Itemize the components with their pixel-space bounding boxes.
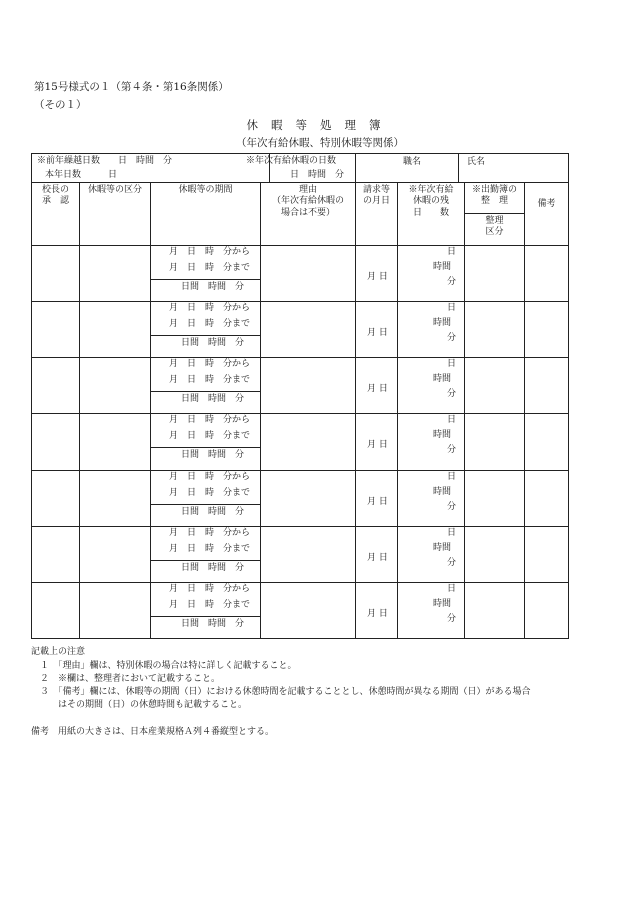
request-date: 月 日 [367,328,388,338]
period-duration: 日間 時間 分 [181,563,245,573]
remaining-minutes: 分 [447,445,457,455]
col-divider-4 [355,182,356,638]
request-date: 月 日 [367,609,388,619]
period-duration: 日間 時間 分 [181,394,245,404]
request-date: 月 日 [367,553,388,563]
remaining-hours: 時間 [433,487,452,497]
period-to: 月 日 時 分まで [169,600,251,610]
note-item-3: ３ 「備考」欄には、休暇等の期間（日）における休憩時間を記載することとし、休憩時間が異なる期間（日）がある場合 [40,687,531,697]
period-to: 月 日 時 分まで [169,319,251,329]
attendance-record-header: ※出勤簿の 整 理 [471,185,517,207]
row-divider [32,301,568,302]
remaining-minutes: 分 [447,389,457,399]
remaining-days: 日 [447,472,457,482]
period-duration: 日間 時間 分 [181,619,245,629]
remaining-days: 日 [447,528,457,538]
remarks-header: 備考 [537,199,556,209]
leave-type-header: 休暇等の区分 [87,185,142,195]
remaining-minutes: 分 [447,333,457,343]
period-from: 月 日 時 分から [169,247,251,257]
period-from: 月 日 時 分から [169,303,251,313]
principal-approval-header: 校長の 承 認 [41,185,69,207]
arrangement-header: 整理 区分 [485,216,504,238]
row-divider [32,526,568,527]
summary-divider [32,182,568,183]
remaining-hours: 時間 [433,262,452,272]
reason-header: 理由 （年次有給休暇の 場合は不要） [271,185,344,218]
remaining-days: 日 [447,415,457,425]
period-duration: 日間 時間 分 [181,450,245,460]
row-divider [32,470,568,471]
attendance-sub-divider [464,213,524,214]
remaining-days: 日 [447,359,457,369]
col-divider-6 [464,182,465,638]
period-to: 月 日 時 分まで [169,431,251,441]
request-date-header: 請求等 の月日 [362,185,390,207]
note-item-3-continued: はその期間（日）の休憩時間も記載すること。 [40,700,248,710]
period-from: 月 日 時 分から [169,584,251,594]
remaining-hours: 時間 [433,318,452,328]
remaining-minutes: 分 [447,558,457,568]
summary-col-divider-3 [458,154,459,182]
period-subdivider [150,616,260,617]
period-from: 月 日 時 分から [169,415,251,425]
period-to: 月 日 時 分まで [169,263,251,273]
period-from: 月 日 時 分から [169,472,251,482]
col-divider-7 [524,182,525,638]
remaining-days: 日 [447,247,457,257]
remaining-hours: 時間 [433,374,452,384]
period-subdivider [150,335,260,336]
period-to: 月 日 時 分まで [169,488,251,498]
note-item-1: １ 「理由」欄は、特別休暇の場合は特に詳しく記載すること。 [40,661,297,671]
row-divider [32,357,568,358]
document-title: 休暇等処理簿 [246,118,394,132]
remaining-minutes: 分 [447,277,457,287]
period-from: 月 日 時 分から [169,359,251,369]
note-item-2: ２ ※欄は、整理者において記載すること。 [40,674,221,684]
request-date: 月 日 [367,272,388,282]
annual-leave-days-label: ※年次有給休暇の日数 [246,156,337,166]
paper-size-remark: 備考 用紙の大きさは、日本産業規格Ａ列４番縦型とする。 [31,727,275,737]
annual-remaining-header: ※年次有給 休暇の残 日 数 [408,185,454,218]
remaining-hours: 時間 [433,430,452,440]
period-duration: 日間 時間 分 [181,282,245,292]
period-duration: 日間 時間 分 [181,338,245,348]
period-subdivider [150,391,260,392]
period-duration: 日間 時間 分 [181,507,245,517]
summary-col-divider-2 [355,154,356,182]
header-divider [32,245,568,246]
remaining-hours: 時間 [433,543,452,553]
document-subtitle: （年次有給休暇、特別休暇等関係） [236,137,404,149]
leave-period-header: 休暇等の期間 [178,185,233,195]
notes-heading: 記載上の注意 [31,647,86,657]
row-divider [32,582,568,583]
remaining-minutes: 分 [447,502,457,512]
request-date: 月 日 [367,384,388,394]
period-from: 月 日 時 分から [169,528,251,538]
period-subdivider [150,447,260,448]
row-divider [32,413,568,414]
col-divider-3 [260,182,261,638]
period-to: 月 日 時 分まで [169,375,251,385]
period-subdivider [150,560,260,561]
leave-record-table [31,153,569,639]
form-part: （その１） [34,99,87,111]
period-subdivider [150,504,260,505]
period-subdivider [150,279,260,280]
remaining-days: 日 [447,303,457,313]
name-label: 氏名 [467,157,486,167]
period-to: 月 日 時 分まで [169,544,251,554]
prev-year-carryover: ※前年繰越日数 日 時間 分 [37,156,173,166]
col-divider-5 [397,182,398,638]
annual-leave-days-units: 日 時間 分 [290,170,345,180]
form-number: 第15号様式の１（第４条・第16条関係） [34,81,229,93]
col-divider-1 [79,182,80,638]
remaining-minutes: 分 [447,614,457,624]
remaining-days: 日 [447,584,457,594]
remaining-hours: 時間 [433,599,452,609]
col-divider-2 [150,182,151,638]
position-label: 職名 [403,157,422,167]
request-date: 月 日 [367,440,388,450]
request-date: 月 日 [367,497,388,507]
this-year-days: 本年日数 日 [45,170,118,180]
